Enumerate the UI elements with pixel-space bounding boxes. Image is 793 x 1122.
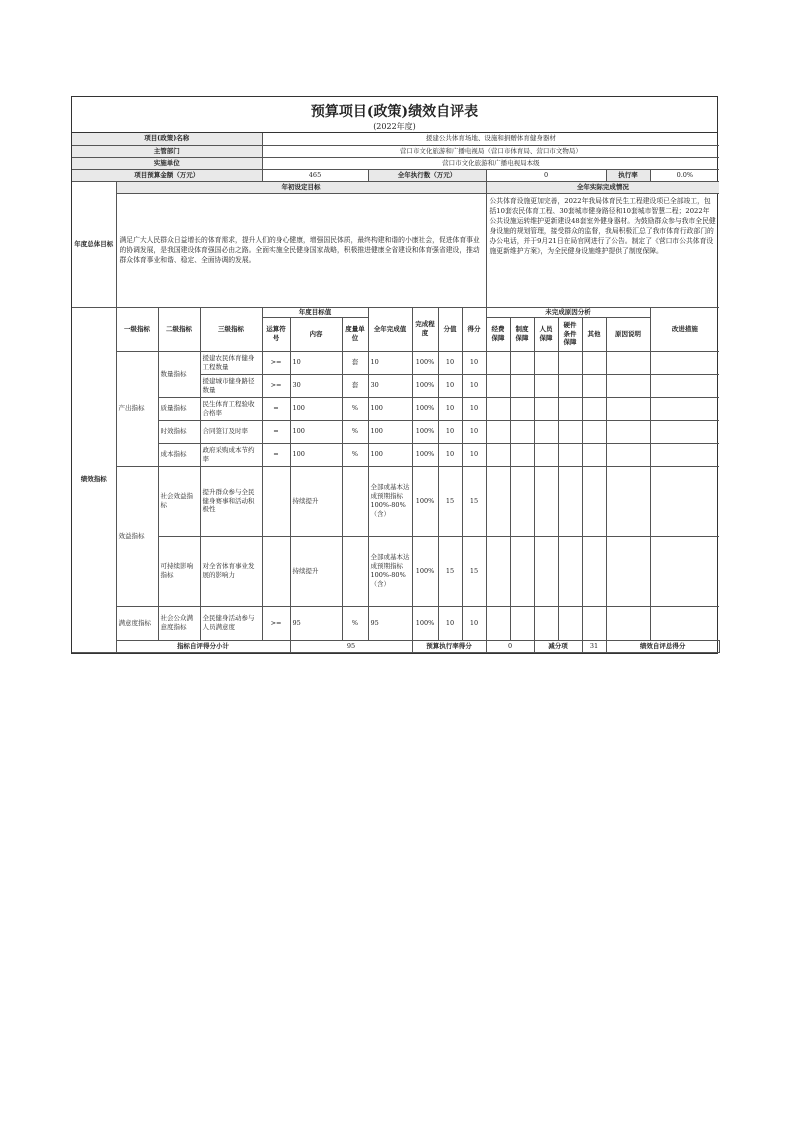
op-cell: >= — [262, 351, 290, 374]
budget-label: 项目预算金额（万元） — [72, 169, 262, 181]
unit-row — [72, 157, 719, 169]
goals-actual-header: 全年实际完成情况 — [486, 181, 719, 193]
table-row — [72, 397, 719, 420]
l2-cell: 时效指标 — [158, 420, 200, 443]
content-cell: 持续提升 — [290, 466, 342, 536]
actual-cell: 100 — [368, 443, 412, 466]
hdr-score-value: 分值 — [438, 307, 462, 351]
l2-cell: 数量指标 — [158, 351, 200, 397]
score-cell: 10 — [462, 397, 486, 420]
dept-row — [72, 145, 719, 157]
degree-cell: 100% — [412, 443, 438, 466]
hdr-level2: 二级指标 — [158, 307, 200, 351]
budget-row — [72, 169, 719, 181]
unit-cell: % — [342, 420, 368, 443]
actual-cell: 95 — [368, 606, 412, 640]
score-value-cell: 10 — [438, 443, 462, 466]
score-cell: 15 — [462, 466, 486, 536]
l2-cell: 成本指标 — [158, 443, 200, 466]
content-cell: 100 — [290, 443, 342, 466]
hdr-content: 内容 — [290, 317, 342, 351]
rate-label: 执行率 — [606, 169, 650, 181]
table-row — [72, 351, 719, 374]
table-row — [72, 536, 719, 606]
unit-cell: 套 — [342, 351, 368, 374]
score-cell: 15 — [462, 536, 486, 606]
score-value-cell: 15 — [438, 466, 462, 536]
unit-label: 实施单位 — [72, 157, 262, 169]
hdr-reason-group: 未完成原因分析 — [486, 307, 650, 317]
actual-cell: 10 — [368, 351, 412, 374]
l3-cell: 全民健身活动参与人员满意度 — [200, 606, 262, 640]
score-cell: 10 — [462, 351, 486, 374]
degree-cell: 100% — [412, 351, 438, 374]
content-cell: 95 — [290, 606, 342, 640]
table-row — [72, 606, 719, 640]
actual-cell: 30 — [368, 374, 412, 397]
hdr-unit: 度量单位 — [342, 317, 368, 351]
content-cell: 30 — [290, 374, 342, 397]
form-year: (2022年度) — [373, 122, 416, 131]
degree-cell: 100% — [412, 397, 438, 420]
table-row — [72, 443, 719, 466]
score-value-cell: 10 — [438, 420, 462, 443]
unit-cell — [342, 466, 368, 536]
l3-cell: 合同签订及时率 — [200, 420, 262, 443]
score-cell: 10 — [462, 420, 486, 443]
unit-value: 营口市文化旅游和广播电视局本级 — [262, 157, 719, 169]
evaluation-form — [71, 96, 718, 654]
content-cell: 10 — [290, 351, 342, 374]
content-cell: 100 — [290, 397, 342, 420]
hdr-system: 制度保障 — [510, 317, 534, 351]
goals-header-row — [72, 181, 719, 193]
op-cell: = — [262, 420, 290, 443]
hdr-op: 运算符号 — [262, 317, 290, 351]
l2-cell: 质量指标 — [158, 397, 200, 420]
unit-cell: 套 — [342, 374, 368, 397]
table-row — [72, 420, 719, 443]
l3-cell: 政府采购成本节约率 — [200, 443, 262, 466]
project-name-label: 项目(政策)名称 — [72, 133, 262, 145]
l1-satisfaction: 满意度指标 — [116, 606, 158, 640]
actual-cell: 100 — [368, 420, 412, 443]
op-cell — [262, 466, 290, 536]
hdr-funding: 经费保障 — [486, 317, 510, 351]
content-cell: 100 — [290, 420, 342, 443]
l3-cell: 提升群众参与全民健身赛事和活动积极性 — [200, 466, 262, 536]
total-label: 绩效自评总得分 — [606, 640, 719, 652]
executed-value: 0 — [486, 169, 606, 181]
op-cell: = — [262, 397, 290, 420]
subtotal-label: 指标自评得分小计 — [116, 640, 290, 652]
hdr-target-group: 年度目标值 — [262, 307, 368, 317]
project-name-value: 援建公共体育场地、设施和捐赠体育健身器材 — [262, 133, 719, 145]
l3-cell: 援建农民体育健身工程数量 — [200, 351, 262, 374]
perf-header-row-1 — [72, 307, 719, 317]
actual-cell: 100 — [368, 397, 412, 420]
l2-cell: 可持续影响指标 — [158, 536, 200, 606]
hdr-improve: 改进措施 — [650, 307, 719, 351]
op-cell: = — [262, 443, 290, 466]
op-cell — [262, 536, 290, 606]
deduct-value: 31 — [582, 640, 606, 652]
l3-cell: 援建城市健身路径数量 — [200, 374, 262, 397]
executed-label: 全年执行数（万元） — [368, 169, 486, 181]
content-cell: 持续提升 — [290, 536, 342, 606]
score-value-cell: 10 — [438, 397, 462, 420]
l1-benefit: 效益指标 — [116, 466, 158, 606]
hdr-level1: 一级指标 — [116, 307, 158, 351]
hdr-score: 得分 — [462, 307, 486, 351]
project-name-row — [72, 133, 719, 145]
table-row — [72, 466, 719, 536]
evaluation-table — [72, 133, 719, 653]
rate-value: 0.0% — [650, 169, 719, 181]
degree-cell: 100% — [412, 420, 438, 443]
unit-cell: % — [342, 443, 368, 466]
degree-cell: 100% — [412, 536, 438, 606]
score-cell: 10 — [462, 606, 486, 640]
goals-actual-text: 公共体育设施更加完善，2022年我局体育民生工程建设项已全部竣工，包括10套农民体育工程、30套城市健身路径和10套城市智慧二程；2022年公共设施运转维护更新建设48套室外健身器材。为鼓励群众参与我市全民健身设施的规划管理，接受群众的监督，我局积极汇总了我市体育行政部门的办公电话，并于9月21日在局官网进行了公告。制定了《营口市公共体育设施更新维护方案》，为全民健身设施维护提供了制度保障。 — [486, 193, 719, 307]
budget-value: 465 — [262, 169, 368, 181]
score-value-cell: 10 — [438, 351, 462, 374]
hdr-other: 其他 — [582, 317, 606, 351]
unit-cell: % — [342, 606, 368, 640]
perf-label: 绩效指标 — [72, 307, 116, 652]
hdr-explain: 原因说明 — [606, 317, 650, 351]
goals-label: 年度总体目标 — [72, 181, 116, 307]
budget-score-label: 预算执行率得分 — [412, 640, 486, 652]
actual-cell: 全部或基本达成预期指标100%-80%（含） — [368, 536, 412, 606]
unit-cell: % — [342, 397, 368, 420]
degree-cell: 100% — [412, 606, 438, 640]
l3-cell: 民生体育工程验收合格率 — [200, 397, 262, 420]
score-value-cell: 15 — [438, 536, 462, 606]
l3-cell: 对全省体育事业发展的影响力 — [200, 536, 262, 606]
degree-cell: 100% — [412, 466, 438, 536]
actual-cell: 全部或基本达成预期指标100%-80%（含） — [368, 466, 412, 536]
score-value-cell: 10 — [438, 374, 462, 397]
form-title-block — [72, 97, 717, 133]
l2-cell: 社会公众满意度指标 — [158, 606, 200, 640]
score-value-cell: 10 — [438, 606, 462, 640]
degree-cell: 100% — [412, 374, 438, 397]
l1-output: 产出指标 — [116, 351, 158, 466]
goals-set-header: 年初设定目标 — [116, 181, 486, 193]
hdr-degree: 完成程度 — [412, 307, 438, 351]
score-cell: 10 — [462, 443, 486, 466]
goals-text-row — [72, 193, 719, 307]
hdr-hardware: 硬件条件保障 — [558, 317, 582, 351]
op-cell: >= — [262, 374, 290, 397]
l2-cell: 社会效益指标 — [158, 466, 200, 536]
footer-row — [72, 640, 719, 652]
form-title: 预算项目(政策)绩效自评表 — [310, 104, 479, 120]
deduct-label: 减分项 — [534, 640, 582, 652]
goals-set-text: 满足广大人民群众日益增长的体育需求，提升人们的身心健康，增强国民体质，最终构建和谐的小康社会，促进体育事业的协调发展，是我国建设体育强国必由之路。全面实施全民健身国家战略，积极推进健康全省建设和体育强省建设，推动群众体育事业和谐、稳定、全面协调的发展。 — [116, 193, 486, 307]
hdr-staff: 人员保障 — [534, 317, 558, 351]
op-cell: >= — [262, 606, 290, 640]
hdr-level3: 三级指标 — [200, 307, 262, 351]
score-cell: 10 — [462, 374, 486, 397]
dept-value: 营口市文化旅游和广播电视局（营口市体育局、营口市文物局） — [262, 145, 719, 157]
subtotal-value: 95 — [290, 640, 412, 652]
budget-score-value: 0 — [486, 640, 534, 652]
hdr-actual: 全年完成值 — [368, 307, 412, 351]
unit-cell — [342, 536, 368, 606]
dept-label: 主管部门 — [72, 145, 262, 157]
